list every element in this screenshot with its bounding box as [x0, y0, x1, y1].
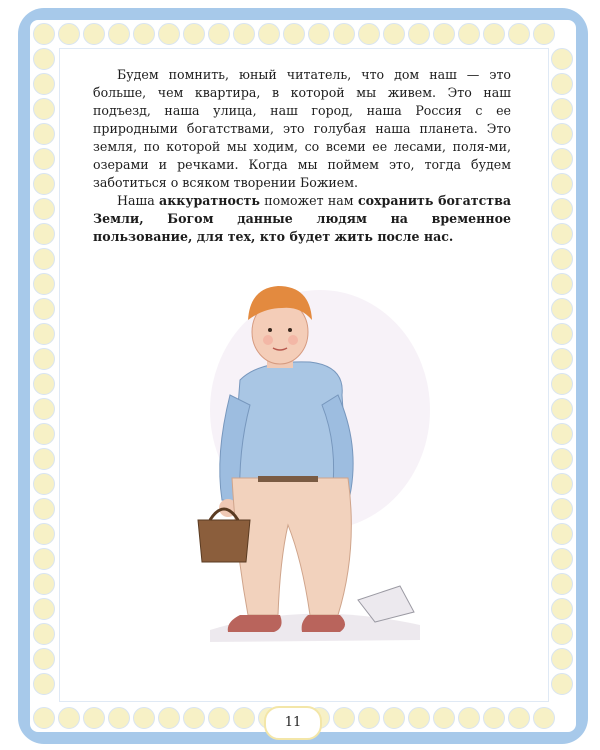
border-dot	[34, 199, 55, 220]
border-dot	[34, 224, 55, 245]
border-dot	[552, 149, 573, 170]
border-dot	[34, 49, 55, 70]
border-dot	[552, 649, 573, 670]
border-dot	[34, 474, 55, 495]
border-dot	[552, 199, 573, 220]
border-dot	[552, 574, 573, 595]
border-dot	[484, 24, 505, 45]
border-dot	[34, 74, 55, 95]
border-dot	[552, 399, 573, 420]
border-dot	[34, 574, 55, 595]
left-cheek	[263, 335, 273, 345]
right-eye	[288, 328, 292, 332]
border-dot	[334, 24, 355, 45]
border-dot	[34, 424, 55, 445]
border-dot	[534, 708, 555, 729]
border-dot	[334, 708, 355, 729]
border-dot	[552, 524, 573, 545]
border-dot	[34, 649, 55, 670]
border-dot	[459, 24, 480, 45]
border-dot	[534, 24, 555, 45]
border-dot	[34, 549, 55, 570]
border-dot	[34, 524, 55, 545]
border-dot	[552, 449, 573, 470]
border-dot	[109, 708, 130, 729]
border-dot	[552, 324, 573, 345]
paragraph-2-text-2: поможет нам	[259, 193, 358, 208]
border-dot	[384, 708, 405, 729]
border-dot	[384, 24, 405, 45]
border-dot	[34, 124, 55, 145]
border-dot	[34, 24, 55, 45]
belt	[258, 476, 318, 482]
border-dot	[34, 399, 55, 420]
border-dot	[552, 549, 573, 570]
border-dot	[552, 374, 573, 395]
border-dot	[34, 708, 55, 729]
border-dot	[552, 624, 573, 645]
border-dot	[84, 24, 105, 45]
border-dot	[34, 299, 55, 320]
border-dot	[184, 24, 205, 45]
border-dot	[184, 708, 205, 729]
boy-illustration	[170, 270, 440, 650]
paragraph-2-bold-1: аккуратность	[159, 193, 260, 208]
border-dot	[552, 499, 573, 520]
page-number: 11	[264, 706, 322, 740]
border-dot	[552, 599, 573, 620]
border-dot	[284, 24, 305, 45]
text-block	[93, 66, 511, 246]
border-dot	[134, 24, 155, 45]
border-dot	[359, 24, 380, 45]
border-dot	[552, 224, 573, 245]
border-dot	[59, 24, 80, 45]
wooden-box	[198, 520, 250, 562]
border-dot	[234, 24, 255, 45]
border-dot	[34, 99, 55, 120]
border-dot	[34, 174, 55, 195]
border-dot	[34, 249, 55, 270]
border-dot	[484, 708, 505, 729]
border-dot	[34, 149, 55, 170]
border-dot	[59, 708, 80, 729]
border-dot	[34, 674, 55, 695]
border-dot	[552, 74, 573, 95]
border-dot	[34, 349, 55, 370]
border-dot	[34, 449, 55, 470]
border-dot	[34, 324, 55, 345]
border-dot	[234, 708, 255, 729]
border-dot	[434, 708, 455, 729]
border-dot	[552, 124, 573, 145]
border-dot	[34, 274, 55, 295]
border-dot	[459, 708, 480, 729]
border-dot	[359, 708, 380, 729]
border-dot	[84, 708, 105, 729]
border-dot	[134, 708, 155, 729]
border-dot	[259, 24, 280, 45]
border-dot	[552, 674, 573, 695]
border-dot	[552, 249, 573, 270]
border-dot	[552, 424, 573, 445]
border-dot	[434, 24, 455, 45]
border-dot	[552, 99, 573, 120]
border-dot	[209, 708, 230, 729]
border-dot	[552, 474, 573, 495]
border-dot	[509, 708, 530, 729]
paragraph-2-bold-2: сохранить богатства Земли, Богом данные людям на временное пользование, для тех, кто будет жить после нас.	[93, 193, 511, 244]
border-dot	[34, 374, 55, 395]
right-cheek	[288, 335, 298, 345]
border-dot	[509, 24, 530, 45]
border-dot	[552, 49, 573, 70]
border-dot	[159, 708, 180, 729]
trousers	[232, 478, 351, 615]
border-dot	[34, 624, 55, 645]
right-shoe	[302, 615, 345, 632]
border-dot	[309, 24, 330, 45]
left-eye	[268, 328, 272, 332]
border-dot	[409, 708, 430, 729]
border-dot	[34, 599, 55, 620]
border-dot	[109, 24, 130, 45]
border-dot	[209, 24, 230, 45]
border-dot	[552, 299, 573, 320]
paragraph-2-text-1: Наша	[117, 193, 160, 208]
border-dot	[34, 499, 55, 520]
border-dot	[159, 24, 180, 45]
border-dot	[552, 174, 573, 195]
border-dot	[552, 349, 573, 370]
border-dot	[552, 274, 573, 295]
border-dot	[409, 24, 430, 45]
left-shoe	[228, 615, 282, 632]
paragraph-1: Будем помнить, юный читатель, что дом наш — это больше, чем квартира, в которой мы живем. Это наш подъезд, наша улица, наш город, наша Россия с ее природными богатствами, это голубая наша планета. Это земля, по которой мы ходим, со всеми ее лесами, поля-ми, озерами и речками. Когда мы поймем это, тогда будем заботиться о всяком творении Божием.	[93, 67, 511, 190]
paragraph-2	[93, 192, 511, 246]
